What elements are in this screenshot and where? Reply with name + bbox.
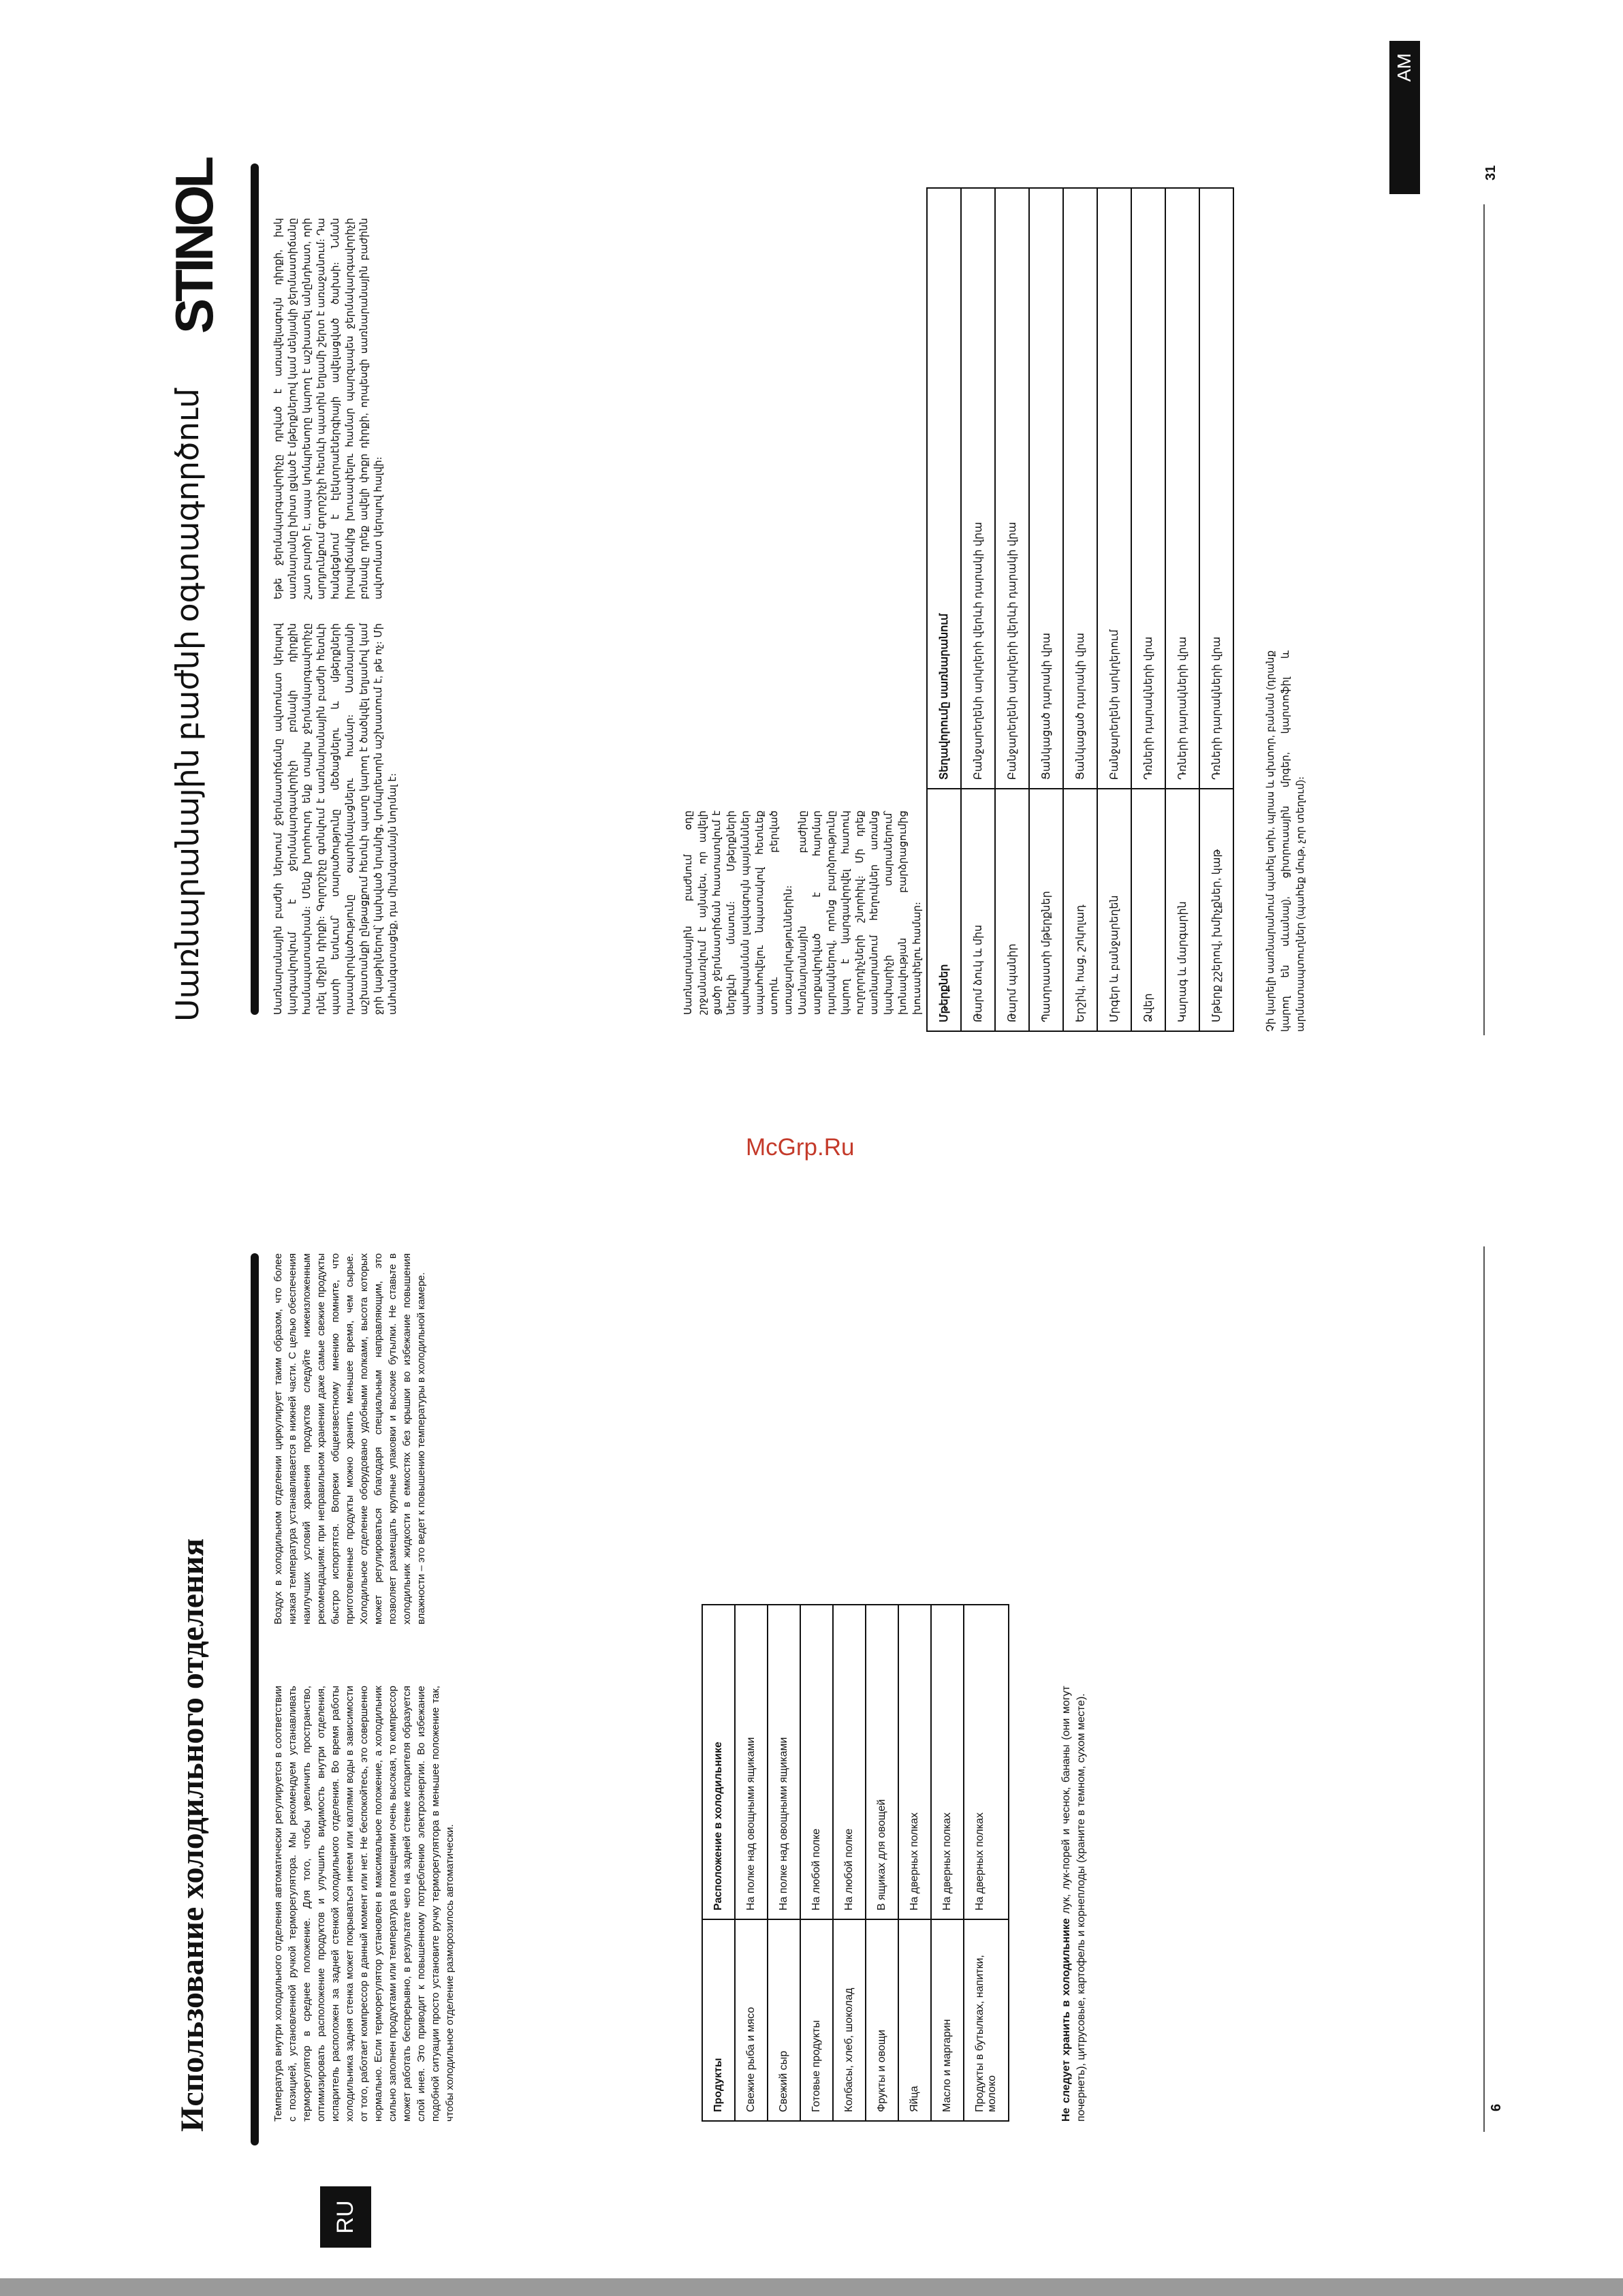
ru-intro-column	[271, 1686, 457, 2122]
ru-storage-note	[1059, 1686, 1089, 2122]
table-cell: Բանջարեղենի արկղերի վերևի դարակի վրա	[961, 188, 995, 789]
am-title-rule	[251, 163, 259, 1015]
ru-air-text: Воздух в холодильном отделении циркулирует таким образом, что более низкая температура устанавливается в нижней части. С целью обеспечения наилучших условий хранения продуктов следуйте нижеизложенным рекомендациям: при неправильном хранении даже самые свежие продукты быстро испортятся. Вопреки общеизвестному мнению помните, что приготовленные продукты можно хранить меньшее время, чем сырые. Холодильное отделение оборудовано удобными полками, высота которых может регулироваться благодаря специальным направляющим, это позволяет размещать крупные упаковки и высокие бутылки. Не ставьте в холодильник жидкости в емкостях без крышки во избежание повышения влажности – это ведет к повышению температуры в холодильной камере.	[272, 1253, 427, 1624]
table-cell: Թարմ ձուկ և միս	[961, 789, 995, 1031]
ru-language-tag-label: RU	[332, 2200, 358, 2234]
table-cell: Պատրաստի մթերքներ	[1029, 789, 1063, 1031]
table-row	[1097, 188, 1131, 1031]
table-row	[1199, 188, 1233, 1031]
table-row	[898, 1605, 931, 2121]
ru-note-paragraph	[1059, 1686, 1089, 2122]
table-row	[800, 1605, 833, 2121]
table-row	[964, 1605, 1009, 2121]
ru-language-tag	[320, 2186, 371, 2248]
table-header-row	[702, 1605, 735, 2121]
am-language-tag	[1389, 41, 1420, 194]
table-cell: Բանջարեղենի արկղերի վերևի դարակի վրա	[995, 188, 1029, 789]
table-header-products: Продукты	[702, 1919, 735, 2121]
table-cell: Մթերք շշերով, խմիչքներ, կաթ	[1199, 789, 1233, 1031]
am-third-column	[681, 811, 924, 1015]
bottom-scan-bar	[0, 2278, 1623, 2296]
table-header-products: Մթերքներ	[927, 789, 961, 1031]
table-row	[995, 188, 1029, 1031]
ru-storage-table	[702, 1604, 1009, 2122]
table-cell: Կարագ և մարգարին	[1165, 789, 1199, 1031]
ru-title-rule	[251, 1253, 259, 2145]
table-cell: На полке над овощными ящиками	[768, 1605, 800, 1919]
table-row	[931, 1605, 964, 2121]
table-row	[1063, 188, 1097, 1031]
table-row	[1029, 188, 1063, 1031]
table-cell: На дверных полках	[898, 1605, 931, 1919]
am-second-text: Եթե ջերմակարգավորիչը դրված է առավելագույն դիրքի, իսկ սառնարանը խիստ լցված է մթերքներով կամ սենյակի ջերմաստիճանը շատ բարձր է, ապա կոմպրեսորը կարող է աշխատել անընդհատ, որի արդյունքում գոլորշիչի հետևի պատին եղյամի շերտ է առաջանում։ Դա հանգեցնում է էլեկտրաէներգիայի ավելացված ծախսի։ Նման իրավիճակից խուսափելու համար պարզապես ջերմակարգավորիչի բռնակը դրեք ավելի փոքր դիրքի, որպեսզի սառնարանային բաժինն ավտոմատ կերպով հալվի։	[272, 218, 384, 599]
table-cell: Фрукты и овощи	[866, 1919, 898, 2121]
table-cell: Колбасы, хлеб, шоколад	[833, 1919, 866, 2121]
ru-note-rest: лук, лук-порей и чеснок, бананы (они могут почернеть), цитрусовые, картофель и корнеплоды (храните в темном, сухом месте).	[1060, 1686, 1087, 2122]
table-cell: В ящиках для овощей	[866, 1605, 898, 1919]
am-intro-text: Սառնարանային բաժնի ներսում ջերմաստիճանը ավտոմատ կերպով կարգավորվում է ջերմակարգավորիչի բռնակի դիրքին համապատասխան։ Մենք խորհուրդ ենք տալիս ջերմակարգավորիչը դնել միջին դիրքի։ Գոլորշիչը գտնվում է սառնարանային բաժնի հետևի պատի ետևում՝ տարածությունը մեծացնելու և մթերքների դասավորվածությունը օպտիմալացնելու համար։ Սառնարանի աշխատանքի ընթացքում հետևի պատը կարող է ծածկվել եղյամով կամ ջրի կաթիլներով՝ կախված նրանից, կոմպրեսորն աշխատում է, թե ոչ։ Մի անհանգստացեք, դա միանգամայն նորմալ է։	[272, 623, 398, 1015]
table-row	[1131, 188, 1165, 1031]
table-cell: Продукты в бутылках, напитки, молоко	[964, 1919, 1009, 2121]
ru-intro-text: Температура внутри холодильного отделения автоматически регулируется в соответствии с позицией, установленной ручкой терморегулятора. Мы рекомендуем устанавливать терморегулятор в среднее положение. Для того, чтобы увеличить пространство, оптимизировать расположение продуктов и улучшить видимость внутри отделения, испаритель расположен за задней стенкой холодильного отделения. Во время работы холодильника задняя стенка может покрываться инеем или каплями воды в зависимости от того, работает компрессор в данный момент или нет. Не беспокойтесь, это совершенно нормально. Если терморегулятор установлен в максимальное положение, а холодильник сильно заполнен продуктами или температура в помещении очень высокая, то компрессор может работать беспрерывно, в результате чего на задней стенке испарителя образуется слой инея. Это приводит к повышенному потреблению электроэнергии. Во избежание подобной ситуации просто установите ручку терморегулятора в меньшее положение так, чтобы холодильное отделение разморозилось автоматически.	[272, 1686, 456, 2122]
am-third-text: Սառնարանային բաժնում օդը շրջանառվում է այնպես, որ ավելի ցածր ջերմաստիճան հաստատվում է ներքևի մասում։ Մթերքների պահպանման լավագույն պայմաններ ապահովելու նպատակով հետևեք ստորև բերված առաջարկություններին։ Սառնարանային բաժինը սարքավորված է հարմար դարակներով, որոնց բարձրությունը կարող է կարգավորվել հատուկ ուղղորդիչների շնորհիվ։ Մի դրեք սառնարանում հեղուկներ առանց կափարիչի տարաներում՝ խոնավության բարձրացումից խուսափելու համար։	[682, 811, 923, 1015]
am-storage-table	[926, 187, 1234, 1032]
table-header-location: Տեղավորումը սառնարանում	[927, 188, 961, 789]
table-cell: Երշիկ, հաց, շոկոլադ	[1063, 789, 1097, 1031]
table-cell: Մրգեր և բանջարեղեն	[1097, 789, 1131, 1031]
table-row	[961, 188, 995, 1031]
table-row	[1165, 188, 1199, 1031]
table-cell: Դռների դարակների վրա	[1131, 188, 1165, 789]
ru-note-bold: Не следует хранить в холодильнике	[1060, 1918, 1072, 2122]
table-row	[833, 1605, 866, 2121]
am-intro-column	[271, 623, 400, 1015]
ru-page-number: 6	[1489, 2103, 1504, 2111]
table-cell: На любой полке	[800, 1605, 833, 1919]
table-cell: На дверных полках	[931, 1605, 964, 1919]
brand-logo: STINOL	[164, 159, 224, 334]
table-cell: На любой полке	[833, 1605, 866, 1919]
am-language-tag-label: AM	[1393, 53, 1415, 82]
table-cell: Դռների դարակների վրա	[1165, 188, 1199, 789]
table-cell: Ցանկացած դարակի վրա	[1029, 188, 1063, 789]
table-cell: Свежий сыр	[768, 1919, 800, 2121]
table-header-location: Расположение в холодильнике	[702, 1605, 735, 1919]
table-cell: На дверных полках	[964, 1605, 1009, 1919]
table-cell: На полке над овощными ящиками	[735, 1605, 768, 1919]
table-cell: Բանջարեղենի արկղերում	[1097, 188, 1131, 789]
am-page-title: Սառնարանային բաժնի օգտագործում	[170, 388, 205, 1022]
am-storage-note	[1263, 650, 1308, 1032]
table-cell: Ձվեր	[1131, 789, 1165, 1031]
table-cell: Яйца	[898, 1919, 931, 2121]
ru-page-title: Использование холодильного отделения	[174, 1538, 210, 2132]
table-row	[866, 1605, 898, 2121]
am-page-number: 31	[1483, 165, 1498, 180]
table-cell: Масло и маргарин	[931, 1919, 964, 2121]
bottom-rule-ru	[1483, 1246, 1485, 2132]
am-table	[926, 187, 1234, 1032]
table-row	[735, 1605, 768, 2121]
bottom-rule-am	[1483, 204, 1485, 1035]
table-cell: Թարմ պանիր	[995, 789, 1029, 1031]
table-cell: Готовые продукты	[800, 1919, 833, 2121]
table-cell: Ցանկացած դարակի վրա	[1063, 188, 1097, 789]
table-cell: Դռների դարակների վրա	[1199, 188, 1233, 789]
am-note-text: Չի կարելի սառնարանում պահել սոխ, պրաս և սխտոր, բանան (դրանք կարող են սևանալ), ցիտրուսային մրգեր, կարտոֆիլ և արմատապտուղներ (պահեք մութ, չոր տեղում)։	[1265, 650, 1306, 1032]
table-row	[768, 1605, 800, 2121]
table-cell: Свежие рыба и мясо	[735, 1919, 768, 2121]
ru-air-column	[271, 1253, 428, 1624]
watermark: McGrp.Ru	[746, 1134, 855, 1161]
table-header-row	[927, 188, 961, 1031]
am-second-column	[271, 218, 385, 599]
ru-table	[702, 1604, 1009, 2122]
